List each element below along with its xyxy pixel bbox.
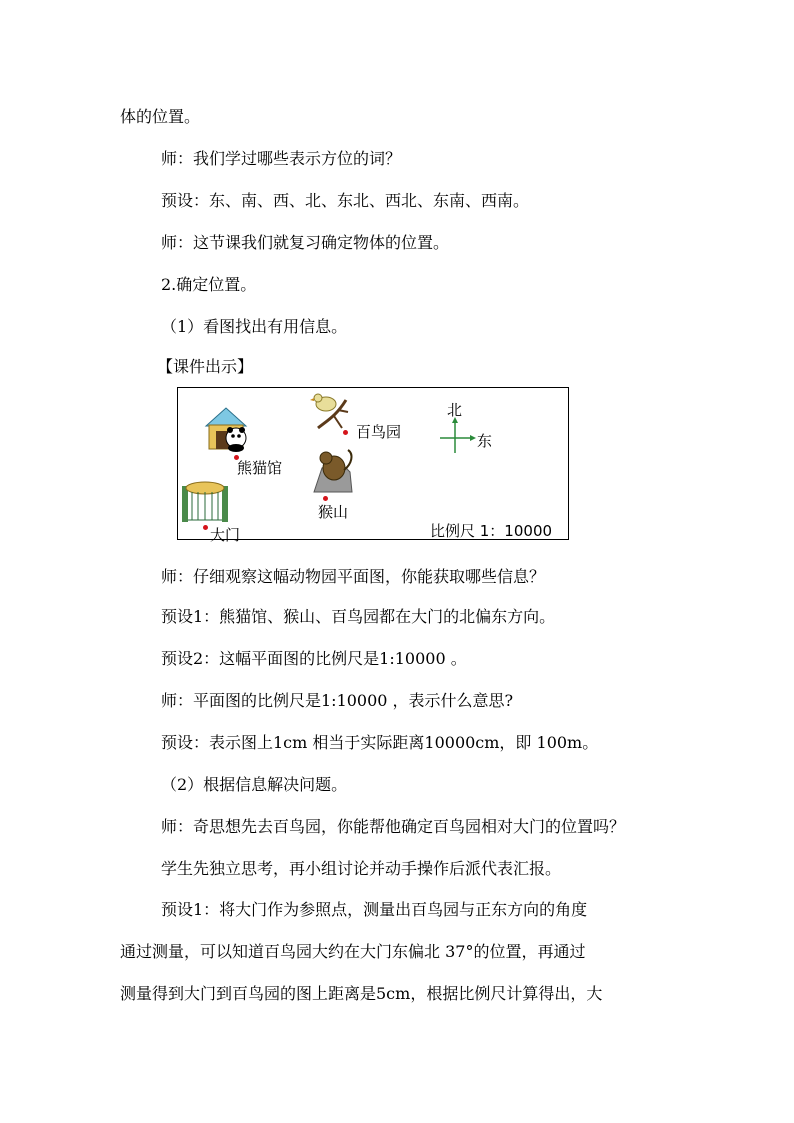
text-line: 师：我们学过哪些表示方位的词？ (161, 149, 402, 168)
gate-label: 大门 (210, 526, 241, 544)
text-line: 通过测量，可以知道百鸟园大约在大门东偏北 37°的位置，再通过 (120, 942, 586, 961)
subsection-heading: （2）根据信息解决问题。 (161, 775, 348, 794)
text-line: 学生先独立思考，再小组讨论并动手操作后派代表汇报。 (161, 859, 562, 878)
section-heading: 2.确定位置。 (161, 275, 257, 294)
panda-house-label: 熊猫馆 (237, 459, 283, 477)
text-line: 预设：东、南、西、北、东北、西北、东南、西南。 (161, 191, 530, 210)
scale-label: 比例尺 1：10000 (430, 522, 553, 540)
monkey-hill-dot (323, 496, 328, 501)
panda-house-icon (206, 408, 246, 452)
north-label: 北 (447, 401, 463, 419)
text-line: 预设1：将大门作为参照点，测量出百鸟园与正东方向的角度 (161, 900, 588, 919)
text-line: 师：这节课我们就复习确定物体的位置。 (161, 233, 450, 252)
compass-cross-icon (440, 417, 476, 453)
text-line: 预设1：熊猫馆、猴山、百鸟园都在大门的北偏东方向。 (161, 607, 556, 626)
text-line: 预设2：这幅平面图的比例尺是1:10000 。 (161, 649, 467, 668)
monkey-hill-icon (314, 450, 352, 492)
text-line: 师：奇思想先去百鸟园，你能帮他确定百鸟园相对大门的位置吗？ (161, 817, 626, 836)
monkey-hill-label: 猴山 (318, 503, 349, 521)
subsection-heading: （1）看图找出有用信息。 (161, 317, 348, 336)
zoo-map-figure (177, 387, 569, 544)
bird-garden-icon (310, 394, 348, 428)
bird-garden-label: 百鸟园 (356, 423, 402, 441)
bird-garden-dot (343, 430, 348, 435)
text-line: 预设：表示图上1cm 相当于实际距离10000cm，即 100m。 (161, 733, 599, 752)
text-line: 师：平面图的比例尺是1:10000 ，表示什么意思? (161, 691, 514, 710)
east-label: 东 (477, 432, 493, 450)
courseware-label: 【课件出示】 (157, 357, 254, 376)
text-line: 测量得到大门到百鸟园的图上距离是5cm，根据比例尺计算得出，大 (120, 984, 603, 1003)
gate-dot (203, 525, 208, 530)
gate-icon (182, 482, 228, 522)
text-line: 师：仔细观察这幅动物园平面图，你能获取哪些信息？ (161, 567, 546, 586)
text-line: 体的位置。 (120, 107, 201, 126)
